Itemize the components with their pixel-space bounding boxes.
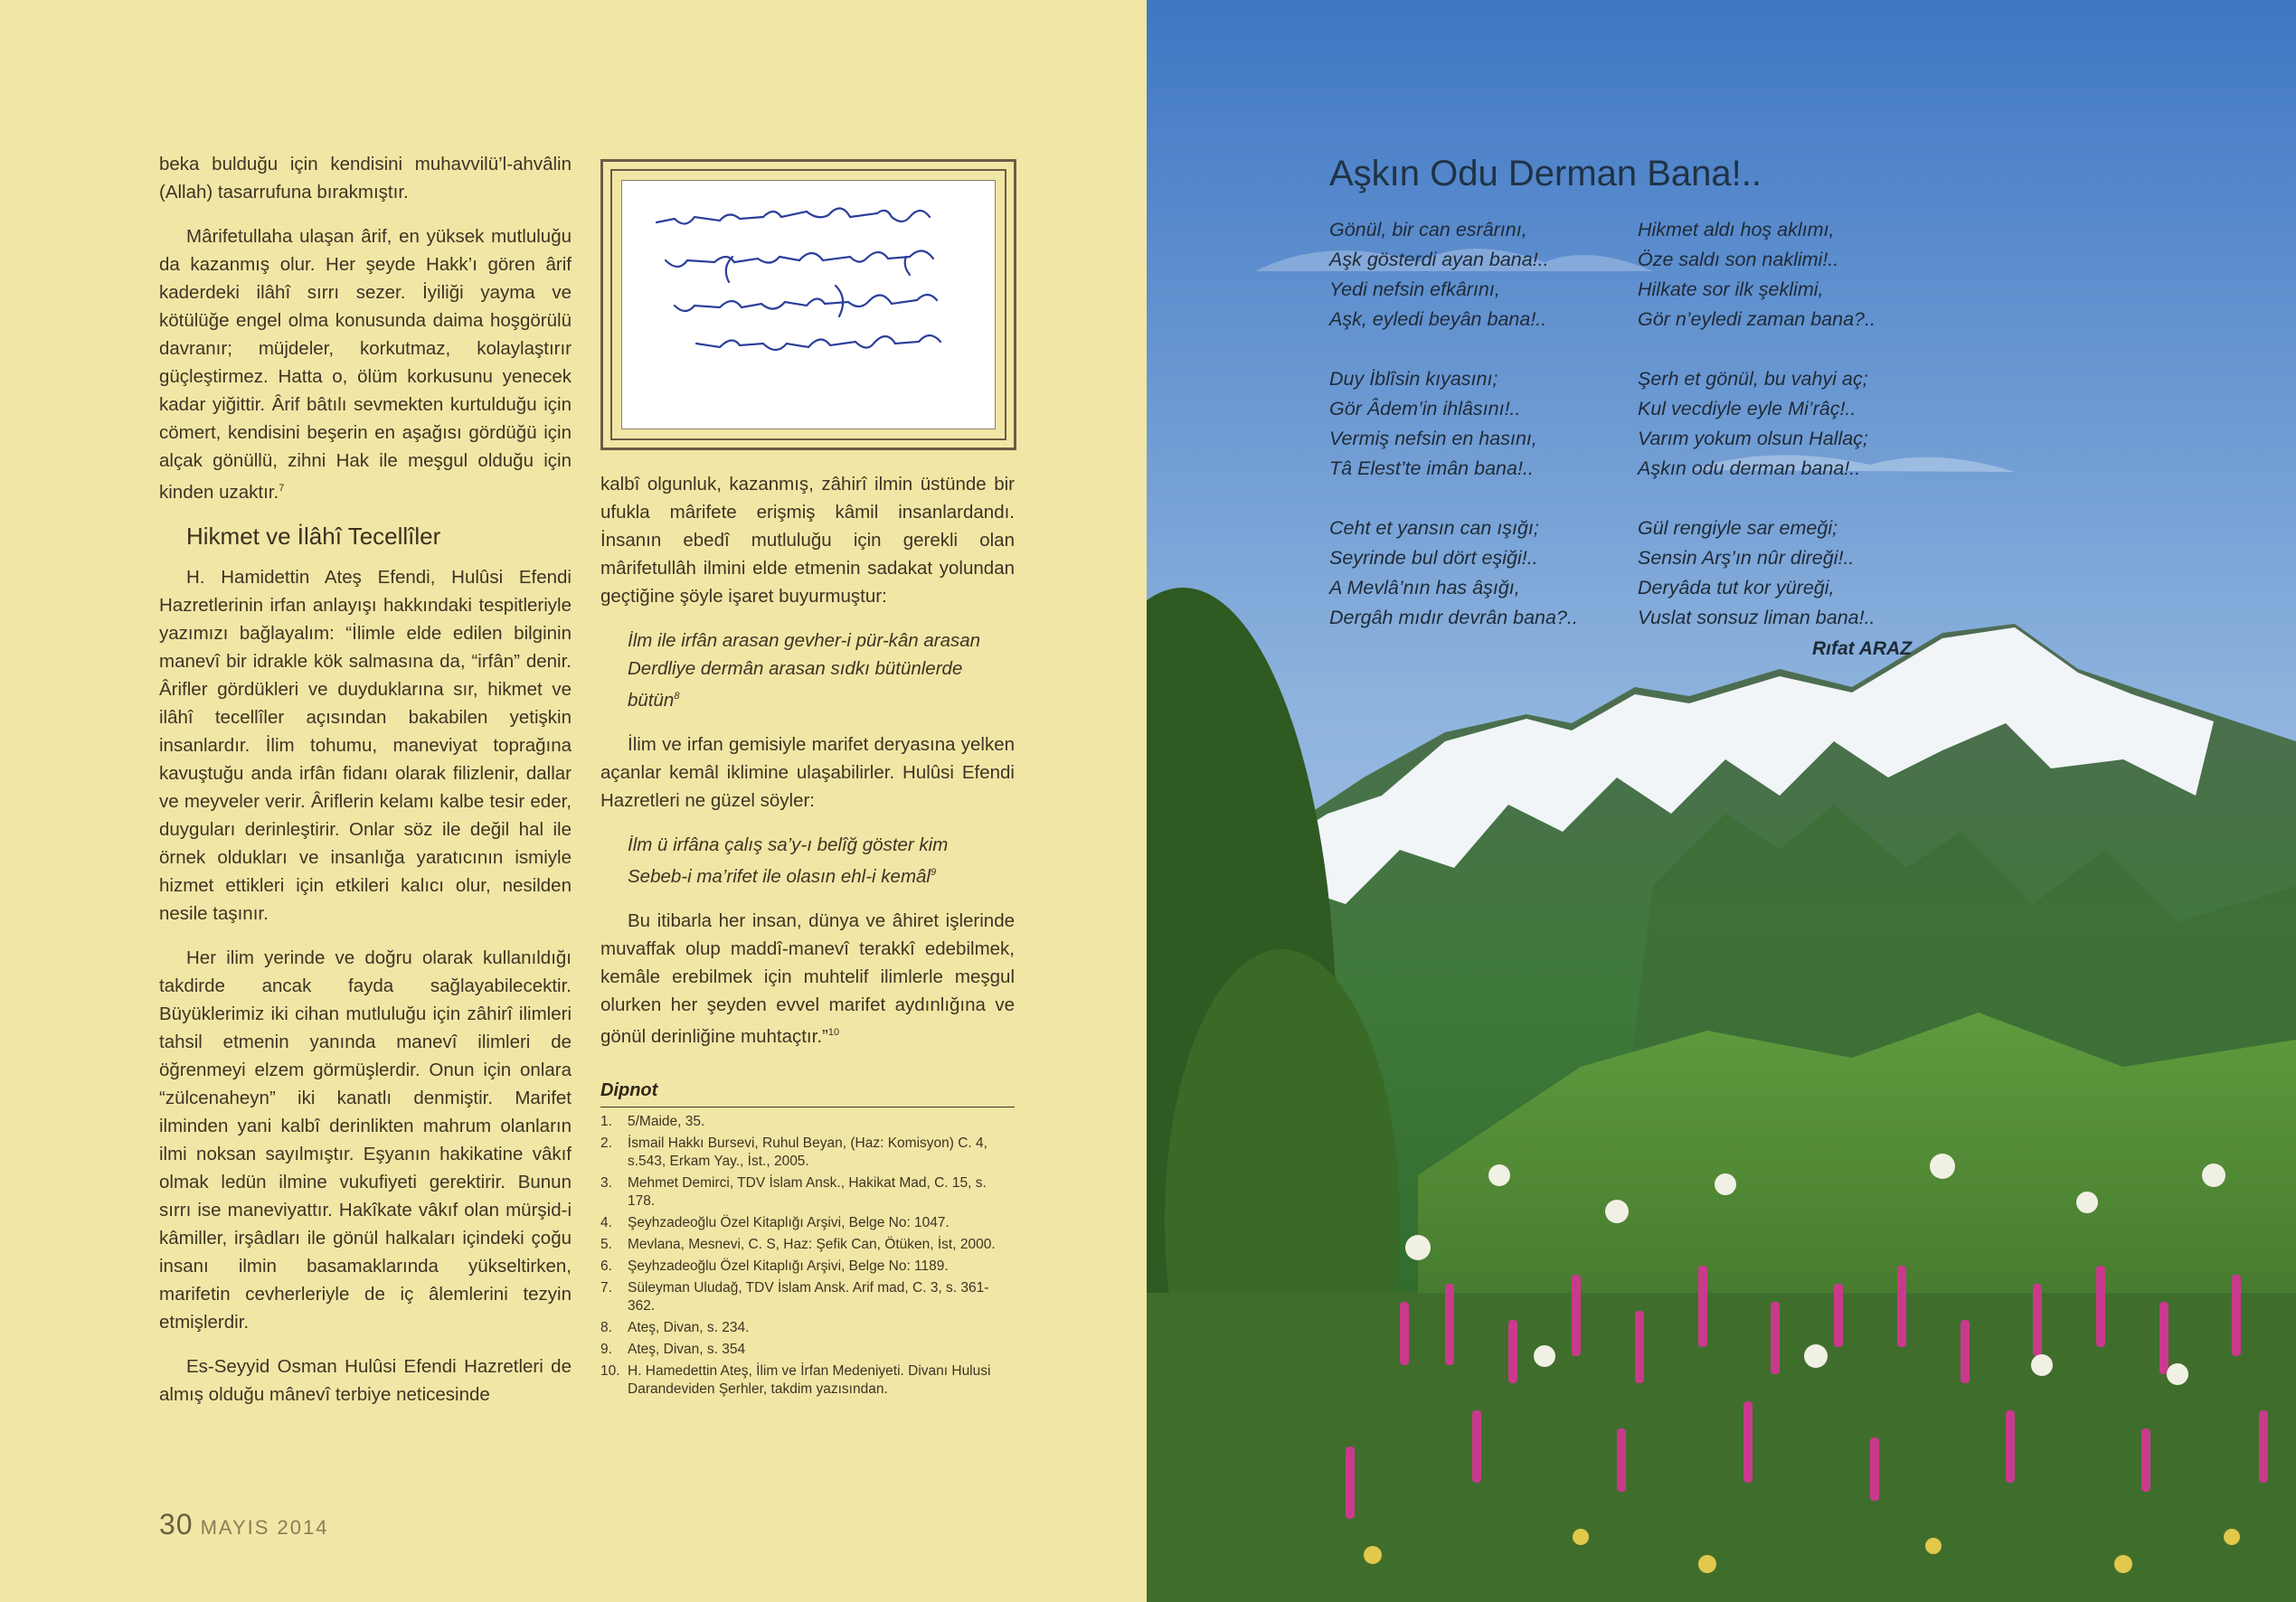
paragraph: H. Hamidettin Ateş Efendi, Hulûsi Efendi Hazretlerinin irfan anlayışı hakkındaki tespitleriyle yazımızı bağlayalım: “İlimle elde edilen bilginin manevî bir idrakle kök salmasına da, “irfân” denir. Ârifler gördükleri ve duyduklarına sır, hikmet ve ilâhî tecellîler açısından bakabilen yetişkin insanlardır. İlim tohumu, maneviyat toprağına kavuştuğu anda irfân fidanı olarak filizlenir, dallar ve meyveler verir. Âriflerin kelamı kalbe tesir eder, duyguları derinleştirir. Onlar söz ile değil hal ile örnek oldukları ve insanlığa yaratıcının ismiyle hizmet ettikleri için etkileri kalıcı olur, nesilden nesile taşınır. (159, 566, 572, 924)
verse-line-with-note (628, 655, 1015, 714)
poem-line: Dergâh mıdır devrân bana?.. (1329, 607, 1578, 628)
poem-stanza (1638, 215, 1876, 335)
poem-stanza (1638, 514, 1876, 633)
poem-line: A Mevlâ’nın has âşığı, (1329, 577, 1520, 598)
poem-line: Şerh et gönül, bu vahyi aç; (1638, 368, 1868, 390)
footnotes-list (600, 1113, 1015, 1399)
verse-quote (628, 627, 1015, 714)
verse-line: Sebeb-i ma’rifet ile olasın ehl-i kemâl (628, 865, 931, 887)
paragraph: İlim ve irfan gemisiyle marifet deryasına yelken açanlar kemâl iklimine ulaşabilirler. Hulûsi Efendi Hazretleri ne güzel söyler: (600, 733, 1015, 811)
verse-line: İlm ile irfân arasan gevher-i pür-kân arasan (628, 630, 981, 651)
poem-line: Hilkate sor ilk şeklimi, (1638, 278, 1824, 300)
poem-line: Ceht et yansın can ışığı; (1329, 517, 1539, 539)
footnote-ref: 8 (674, 691, 680, 702)
footnote-text: H. Hamedettin Ateş, İlim ve İrfan Medeniyeti. Divanı Hulusi Darandeviden Şerhler, takdim yazısından. (628, 1363, 991, 1398)
paragraph: Her ilim yerinde ve doğru olarak kullanıldığı takdirde ancak fayda sağlayabilecektir. Büyüklerimiz iki cihan mutluluğu için zâhirî ilimleri tahsil etmenin yanında manevî ilimleri de öğrenmeyi elzem görmüşlerdir. Onun için onlara “zülcenaheyn” iki kanatlı denmiştir. Marifet ilminden yani kalbî derinlikten mahrum olanların ilmi noksan sayılmıştır. Eşyanın hakikatine vâkıf olmak ledün ilmine vukufiyeti gerektirir. Bunun sırrı ise maneviyattır. Hakîkate vâkıf olan mürşid-i kâmiller, irşâdları ile gönül halkaları içindeki çoğu insanı ilmin basamaklarında yükseltirken, marifetin cevherleriyle de iç âlemlerini tezyin etmişlerdir. (159, 947, 572, 1333)
poem-line: Duy İblîsin kıyasını; (1329, 368, 1498, 390)
footnote-text: 5/Maide, 35. (628, 1114, 705, 1130)
poem-line: Yedi nefsin efkârını, (1329, 278, 1500, 300)
page-number: 30 (159, 1508, 194, 1541)
paragraph-text: Mârifetullaha ulaşan ârif, en yüksek mutluluğu da kazanmış olur. Her şeyde Hakk’ı gören ârif kaderdeki ilâhî sırrı sezer. İyiliği yayma ve kötülüğe engel olma konusunda daima hoşgörülü davranır; müjdeler, korkutmaz, kolaylaştırır güçleştirmez. Hatta o, ölüm korkusunu yenecek kadar yiğittir. Ârif bâtılı sevmekten kurtulduğu için cömert, kendisini beşerin en aşağısı gördüğü için alçak gönüllü, zihni Hak ile meşgul olduğu için kinden uzaktır. (159, 226, 572, 503)
poem-column-left (1329, 215, 1578, 663)
poem-stanza (1329, 514, 1578, 633)
left-page (0, 0, 1147, 1602)
middle-text-column (600, 470, 1015, 1402)
poem-line: Vermiş nefsin en hasını, (1329, 428, 1537, 449)
footnote-number: 8. (600, 1320, 612, 1336)
footnote-text: Mehmet Demirci, TDV İslam Ansk., Hakikat Mad, C. 15, s. 178. (628, 1175, 987, 1210)
footnote-item (600, 1341, 1015, 1359)
poem-stanza (1329, 364, 1578, 484)
paragraph: Es-Seyyid Osman Hulûsi Efendi Hazretleri de almış olduğu mânevî terbiye neticesinde (159, 1355, 572, 1405)
page-folio (159, 1508, 328, 1541)
poem-title: Aşkın Odu Derman Bana!.. (1329, 154, 1762, 193)
footnote-text: İsmail Hakkı Bursevi, Ruhul Beyan, (Haz: Komisyon) C. 4, s.543, Erkam Yay., İst., 2005. (628, 1136, 987, 1170)
footnote-number: 5. (600, 1237, 612, 1253)
poem-line: Aşk, eyledi beyân bana!.. (1329, 308, 1547, 330)
footnote-number: 4. (600, 1215, 612, 1231)
paragraph (600, 907, 1015, 1051)
footnote-ref: 7 (279, 483, 285, 494)
footnote-item (600, 1174, 1015, 1211)
paragraph (159, 222, 572, 506)
footnote-item (600, 1113, 1015, 1131)
manuscript-image-frame (600, 159, 1016, 450)
right-page (1147, 0, 2296, 1602)
footnote-item (600, 1236, 1015, 1254)
poem-stanza (1638, 364, 1876, 484)
left-text-column (159, 150, 572, 1425)
paragraph-text: Bu itibarla her insan, dünya ve âhiret işlerinde muvaffak olup maddî-manevî terakkî edebilmek, kemâle erebilmek için muhtelif ilimlerle meşgul olurken her şeyden evvel marifet aydınlığına ve gönül derinliğine muhtaçtır.” (600, 909, 1015, 1047)
footnote-text: Mevlana, Mesnevi, C. S, Haz: Şefik Can, Ötüken, İst, 2000. (628, 1237, 996, 1253)
verse-quote (628, 831, 1015, 891)
paragraph: kalbî olgunluk, kazanmış, zâhirî ilmin üstünde bir ufukla mârifete erişmiş kâmil insanlardandı. İnsanın ebedî mutluluğu için gerekli olan mârifetullâh ilmini elde etmenin sadakat yolundan geçtiğine şöyle işaret buyurmuştur: (600, 474, 1015, 607)
poem-line: Gül rengiyle sar emeği; (1638, 517, 1838, 539)
issue-date: MAYIS 2014 (200, 1516, 329, 1539)
footnote-number: 7. (600, 1280, 612, 1296)
footnote-item (600, 1319, 1015, 1337)
poem-line: Kul vecdiyle eyle Mi’râç!.. (1638, 398, 1857, 419)
paragraph: beka bulduğu için kendisini muhavvilü’l-ahvâlin (Allah) tasarrufuna bırakmıştır. (159, 154, 572, 203)
footnote-number: 1. (600, 1114, 612, 1130)
footnote-item (600, 1135, 1015, 1171)
footnotes-title: Dipnot (600, 1077, 1015, 1107)
poem-line: Vuslat sonsuz liman bana!.. (1638, 607, 1876, 628)
poem-line: Sensin Arş’ın nûr direği!.. (1638, 547, 1855, 569)
verse-line-with-note (628, 859, 1015, 891)
footnote-number: 10. (600, 1363, 620, 1380)
poem-line: Gör Âdem’in ihlâsını!.. (1329, 398, 1521, 419)
footnote-text: Ateş, Divan, s. 234. (628, 1320, 750, 1336)
poem-line: Seyrinde bul dört eşiği!.. (1329, 547, 1538, 569)
poem-author: Rıfat ARAZ (1812, 638, 1913, 659)
footnote-item (600, 1362, 1015, 1399)
footnote-number: 6. (600, 1258, 612, 1275)
footnote-number: 3. (600, 1175, 612, 1192)
footnote-number: 2. (600, 1136, 612, 1152)
verse-line: Derdliye dermân arasan sıdkı bütünlerde bütün (628, 658, 963, 711)
handwriting-graphic (622, 181, 964, 398)
footnote-text: Şeyhzadeoğlu Özel Kitaplığı Arşivi, Belge No: 1047. (628, 1215, 950, 1231)
footnote-ref: 9 (930, 866, 937, 878)
footnote-number: 9. (600, 1342, 612, 1358)
manuscript-image (621, 180, 996, 429)
poem-line: Gör n’eyledi zaman bana?.. (1638, 308, 1876, 330)
poem-line: Varım yokum olsun Hallaç; (1638, 428, 1868, 449)
footnote-text: Süleyman Uludağ, TDV İslam Ansk. Arif mad, C. 3, s. 361-362. (628, 1280, 989, 1315)
poem-stanza (1329, 215, 1578, 335)
poem-line: Hikmet aldı hoş aklımı, (1638, 219, 1835, 240)
footnote-item (600, 1279, 1015, 1315)
poem-line: Tâ Elest’te imân bana!.. (1329, 457, 1534, 479)
poem-line: Gönül, bir can esrârını, (1329, 219, 1527, 240)
footnote-text: Ateş, Divan, s. 354 (628, 1342, 746, 1358)
footnote-text: Şeyhzadeoğlu Özel Kitaplığı Arşivi, Belge No: 1189. (628, 1258, 949, 1275)
poem-line: Aşk gösterdi ayan bana!.. (1329, 249, 1549, 270)
footnote-item (600, 1214, 1015, 1232)
poem-column-right (1638, 215, 1876, 663)
poem-line: Deryâda tut kor yüreği, (1638, 577, 1835, 598)
poem-line: Öze saldı son naklimi!.. (1638, 249, 1839, 270)
section-heading: Hikmet ve İlâhî Tecellîler (186, 522, 441, 550)
verse-line: İlm ü irfâna çalış sa’y-ı belîğ göster kim (628, 834, 949, 855)
footnote-ref: 10 (827, 1026, 840, 1038)
footnote-item (600, 1258, 1015, 1276)
poem-line: Aşkın odu derman bana!.. (1638, 457, 1861, 479)
